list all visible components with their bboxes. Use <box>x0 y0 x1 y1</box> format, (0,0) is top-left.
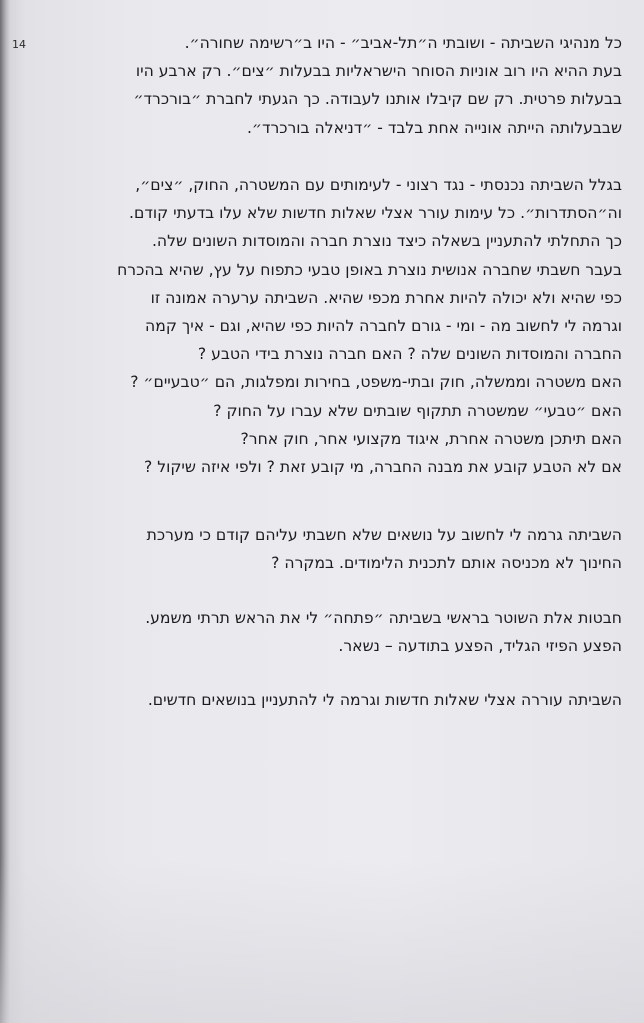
text-line: כפי שהיא ולא יכולה להיות אחרת מכפי שהיא. השביתה ערערה אמונה זו <box>150 288 622 307</box>
page-bottom-shade <box>0 860 644 1023</box>
text-line: שבבעלותה הייתה אונייה אחת בלבד - ״דניאלה בורכרד״. <box>246 118 622 137</box>
text-line: האם תיתכן משטרה אחרת, איגוד מקצועי אחר, חוק אחר? <box>240 429 622 448</box>
text-line: השביתה גרמה לי לחשוב על נושאים שלא חשבתי עליהם קודם כי מערכת <box>146 526 622 544</box>
text-line: בבעלות פרטית. רק שם קיבלו אותנו לעבודה. כך הגעתי לחברת ״בורכרד״ <box>133 90 622 109</box>
text-line: השביתה עוררה אצלי שאלות חדשות וגרמה לי להתעניין בנושאים חדשים. <box>147 691 622 709</box>
text-line: החינוך לא מכניסה אותם לתכנית הלימודים. במקרה ? <box>271 554 622 573</box>
paragraph-1 <box>14 29 622 142</box>
text-line: הפצע הפיזי הגליד, הפצע בתודעה – נשאר. <box>338 637 622 656</box>
text-line: וגרמה לי לחשוב מה - ומי - גורם לחברה להיות כפי שהיא, וגם - איך קמה <box>145 316 622 335</box>
paragraph-2 <box>14 171 622 481</box>
text-line: אם לא הטבע קובע את מבנה החברה, מי קובע זאת ? ולפי איזה שיקול ? <box>143 457 622 476</box>
text-line: וה״הסתדרות״. כל עימות עורר אצלי שאלות חדשות שלא עלו בדעתי קודם. <box>129 204 622 223</box>
paragraph-3 <box>14 521 622 577</box>
text-line: החברה והמוסדות השונים שלה ? האם חברה נוצרת בידי הטבע ? <box>197 345 622 364</box>
text-line: בעת ההיא היו רוב אוניות הסוחר הישראליות בבעלות ״צים״. רק ארבע היו <box>135 62 622 81</box>
text-line: כל מנהיגי השביתה - ושובתי ה״תל-אביב״ - היו ב״רשימה שחורה״. <box>184 34 622 52</box>
paragraph-5 <box>14 686 622 714</box>
page-number: 14 <box>12 38 26 51</box>
text-line: בעבר חשבתי שחברה אנושית נוצרת באופן טבעי כתפוח על עץ, שהיא בהכרח <box>117 260 622 279</box>
text-line: כך התחלתי להתעניין בשאלה כיצד נוצרת חברה והמוסדות השונים שלה. <box>151 232 622 251</box>
text-line: חבטות אלת השוטר בראשי בשביתה ״פתחה״ לי את הראש תרתי משמע. <box>145 609 622 627</box>
text-line: בגלל השביתה נכנסתי - נגד רצוני - לעימותים עם המשטרה, החוק, ״צים״, <box>135 176 622 194</box>
text-line: האם משטרה וממשלה, חוק ובתי-משפט, בחירות ומפלגות, הם ״טבעיים״ ? <box>130 373 622 392</box>
text-line: האם ״טבעי״ שמשטרה תתקוף שובתים שלא עברו על החוק ? <box>213 401 622 420</box>
paragraph-4 <box>14 604 622 660</box>
